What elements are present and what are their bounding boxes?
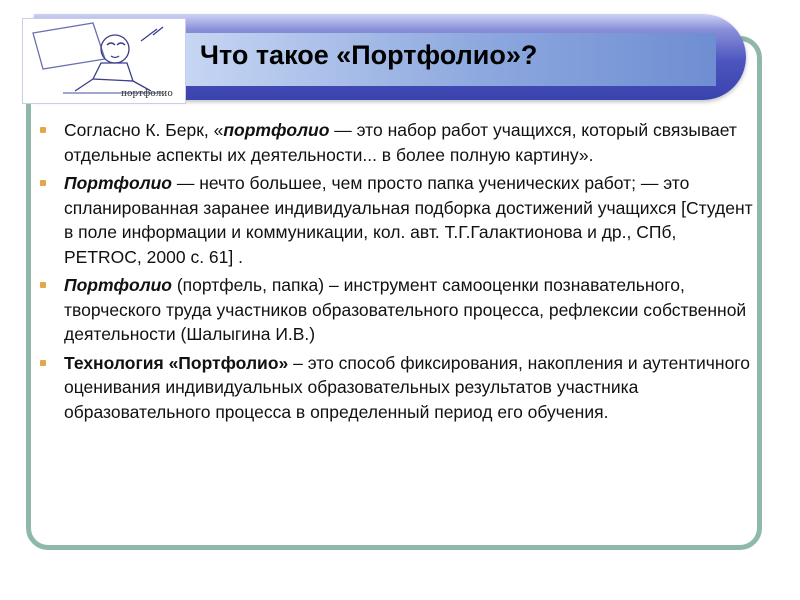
slide-title: Что такое «Портфолио»? [200,40,538,70]
item-text: — это набор работ учащихся, который связывает отдельные аспекты их деятельности... в более полную картину». [64,120,737,165]
bullet-item-2 [38,171,758,269]
item-term: портфолио [223,120,330,140]
portfolio-logo [22,18,186,104]
item-term: Портфолио [64,173,172,193]
item-term: Портфолио [64,275,172,295]
bullet-marker [40,282,46,288]
bullet-marker [40,180,46,186]
bullet-item-1 [38,118,758,167]
item-text: – это способ фиксирования, накопления и аутентичного оценивания индивидуальных образовательных результатов участника образовательного процесса в определенный период его обучения. [64,352,751,422]
bullet-item-3 [38,273,758,347]
bullet-marker [40,127,46,133]
item-text: (портфель, папка) – инструмент самооценки познавательного, творческого труда участников образовательного процесса, рефлексии собственной деятельности (Шалыгина И.В.) [64,275,747,344]
bullet-item-4 [38,351,758,425]
logo-caption: портфолио [121,89,173,99]
item-text: — нечто большее, чем просто папка ученических работ; — это спланированная заранее индивидуальная подборка достижений учащихся [Студент в поле информации и коммуникации, кол. авт. Т.Г.Галактионова и др., СПб, PETROC, 2000 с. 61] . [64,173,753,267]
slide-body [38,118,758,428]
bullet-marker [40,360,46,366]
item-text: Согласно К. Берк, « [64,120,224,140]
item-term: Технология «Портфолио» [64,352,289,373]
